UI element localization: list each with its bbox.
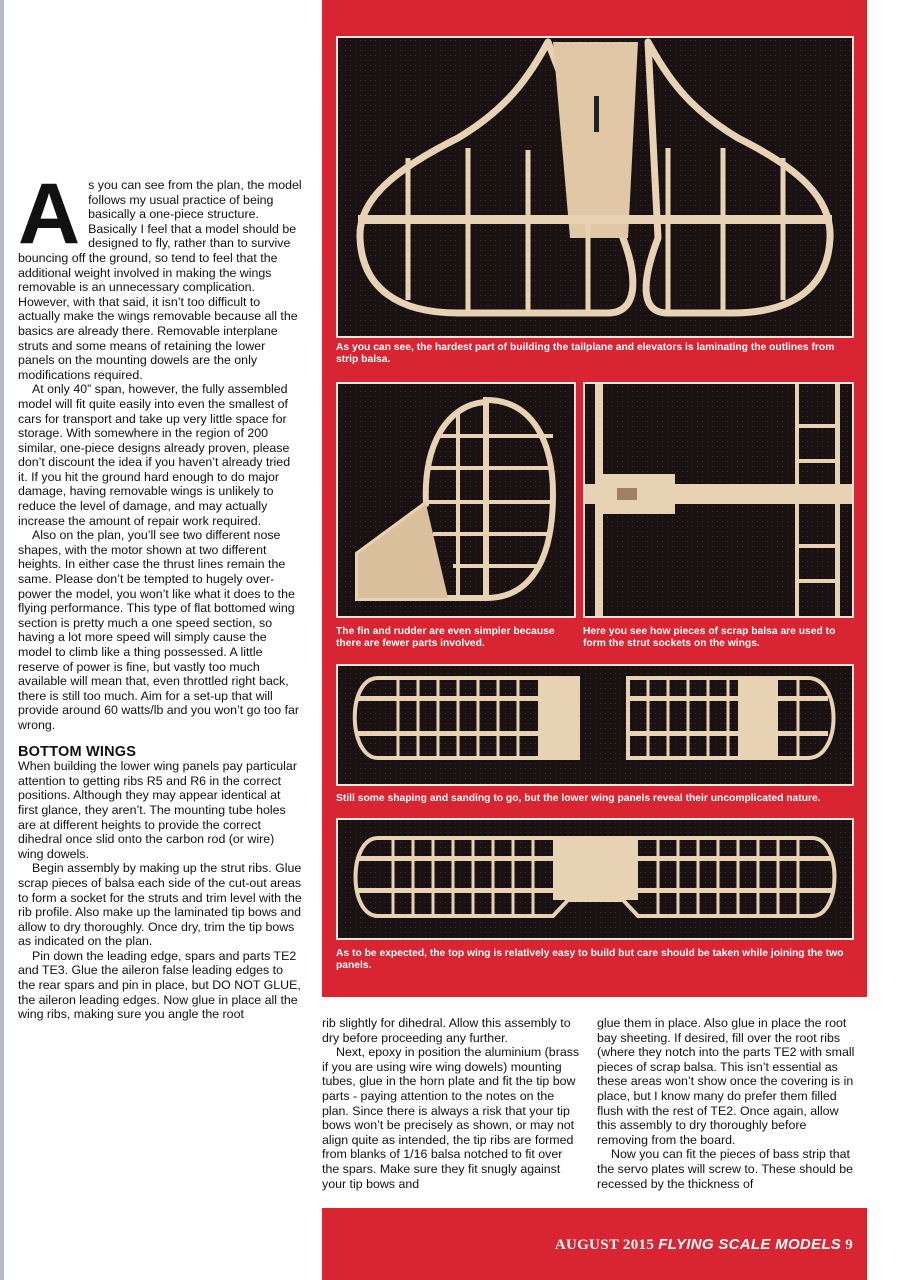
- drop-cap: A: [18, 166, 81, 262]
- top-wing-drawing: [338, 820, 852, 938]
- caption-fin-rudder: The fin and rudder are even simpler because there are fewer parts involved.: [336, 626, 555, 650]
- paragraph-dihedral: rib slightly for dihedral. Allow this assembly to dry before proceeding any further.: [322, 1016, 571, 1045]
- magazine-name: FLYING SCALE MODELS: [658, 1236, 842, 1253]
- paragraph-bass-strip: Now you can fit the pieces of bass strip that the servo plates will screw to. These should be recessed by the thickness of: [597, 1147, 853, 1191]
- photo-lower-wings: [336, 664, 854, 786]
- strut-sockets-drawing: [585, 384, 852, 616]
- fin-rudder-drawing: [338, 384, 574, 616]
- photo-top-wing: [336, 818, 854, 940]
- caption-strut-sockets: Here you see how pieces of scrap balsa are used to form the strut sockets on the wings.: [583, 626, 836, 650]
- paragraph-root-bay: glue them in place. Also glue in place the root bay sheeting. If desired, fill over the root ribs (where they notch into the parts TE2 with small pieces of scrap balsa. This isn’t essential as these areas won’t show once the covering is in place, but I know many do prefer them filled flush with the rest of TE2. Once again, allow this assembly to dry thoroughly before removing from the board.: [597, 1016, 855, 1147]
- lower-wings-drawing: [338, 666, 852, 784]
- paragraph-strut-ribs: Begin assembly by making up the strut ribs. Glue scrap pieces of balsa each side of the cut-out areas to form a socket for the struts and trim level with the rib profile. Also make up the laminated tip bows and allow to dry thoroughly. Once dry, trim the tip bows as indicated on the plan.: [18, 861, 302, 949]
- paragraph-intro: [18, 166, 302, 382]
- caption-lower-wings: Still some shaping and sanding to go, but the lower wing panels reveal their uncomplicated nature.: [336, 793, 821, 804]
- issue-date: AUGUST 2015: [554, 1237, 655, 1253]
- paragraph-text: s you can see from the plan, the model follows my usual practice of being basically a one-piece structure. Basically I feel that a model should be designed to fly, rather than to survive bouncing off the ground, so tend to feel that the additional weight involved in making the wings removable is an unnecessary complication. However, with that said, it isn’t too difficult to actually make the wings removable because all the basics are already there. Removable interplane struts and some means of retaining the lower panels on the mounting dowels are the only modifications required.: [18, 178, 302, 382]
- article-middle-column: [322, 1016, 580, 1191]
- article-right-column: [597, 1016, 855, 1191]
- paragraph-lower-wings: When building the lower wing panels pay particular attention to getting ribs R5 and R6 in the correct positions. Although they may appear identical at first glance, they aren’t. The mounting tube holes are at different heights to provide the correct dihedral once slid onto the carbon rod (or wire) wing dowels.: [18, 759, 297, 861]
- paragraph-leading-edge: Pin down the leading edge, spars and parts TE2 and TE3. Glue the aileron false leading edges to the rear spars and pin in place, but DO NOT GLUE, the aileron leading edges. Now glue in place all the wing ribs, making sure you angle the root: [18, 948, 301, 1022]
- page-footer: [322, 1208, 867, 1280]
- footer-text: [555, 1236, 853, 1254]
- tailplane-drawing: [338, 38, 852, 336]
- article-left-column: [18, 166, 302, 1022]
- page-edge: [0, 0, 4, 1280]
- photo-tailplane: [336, 36, 854, 338]
- caption-top-wing: As to be expected, the top wing is relatively easy to build but care should be taken while joining the two panels.: [336, 948, 844, 972]
- photo-fin-rudder: [336, 382, 576, 618]
- photo-strut-sockets: [583, 382, 854, 618]
- paragraph-nose: Also on the plan, you’ll see two different nose shapes, with the motor shown at two different heights. In either case the thrust lines remain the same. Please don’t be tempted to hugely over-power the model, you won’t like what it does to the flying performance. This type of flat bottomed wing section is pretty much a one speed section, so having a lot more speed will simply cause the model to climb like a thing possessed. A little reserve of power is fine, but vastly too much available will mean that, even throttled right back, there is still too much. Aim for a set-up that will provide around 60 watts/lb and you won’t go too far wrong.: [18, 528, 300, 732]
- paragraph-mounting-tubes: Next, epoxy in position the aluminium (brass if you are using wire wing dowels) mounting tubes, glue in the horn plate and fit the tip bow parts - paying attention to the notes on the plan. Since there is always a risk that your tip bows won’t be precisely as shown, or may not align quite as intended, the tip ribs are formed from blanks of 1/16 balsa notched to fit over the spars. Make sure they fit snugly against your tip bows and: [322, 1045, 580, 1191]
- caption-tailplane: As you can see, the hardest part of building the tailplane and elevators is laminating the outlines from strip balsa.: [336, 342, 835, 366]
- section-heading: BOTTOM WINGS: [18, 743, 137, 760]
- photo-panel: [322, 0, 867, 997]
- paragraph-span: At only 40” span, however, the fully assembled model will fit quite easily into even the smallest of cars for transport and take up very little space for storage. With somewhere in the region of 200 similar, one-piece designs already proven, please don’t discount the idea if you haven’t already tried it. If you hit the ground hard enough to do major damage, having removable wings is unlikely to reduce the level of damage, and may actually increase the amount of repair work required.: [18, 382, 291, 528]
- page-number: 9: [845, 1237, 853, 1253]
